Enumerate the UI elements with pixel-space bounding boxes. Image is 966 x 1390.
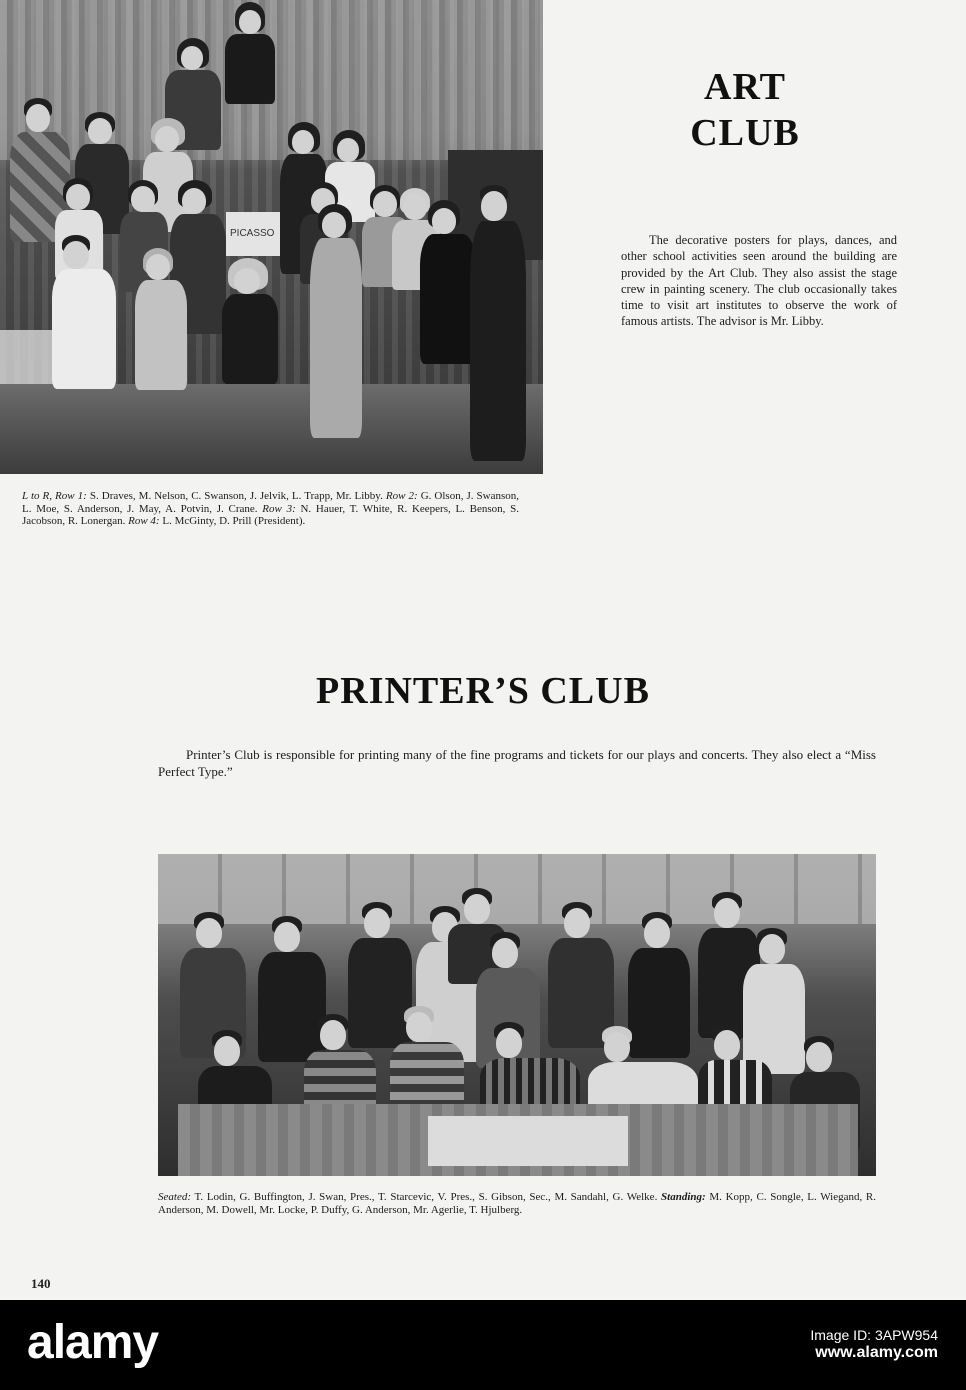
caption-row2-names: G. Olson, J. Swanson, L. Moe, S. Anderson, J. May, A. Potvin, J. Crane. xyxy=(22,490,520,515)
page-number: 140 xyxy=(31,1276,51,1291)
image-id: Image ID: 3APW954 xyxy=(810,1327,938,1343)
caption-row4-names: L. McGinty, D. Prill (President). xyxy=(162,515,306,528)
site-url: www.alamy.com xyxy=(815,1344,938,1361)
shop-wall xyxy=(158,854,876,924)
art-club-caption xyxy=(22,490,519,528)
picasso-sign xyxy=(226,212,288,256)
caption-standing-names: M. Kopp, C. Songle, L. Wiegand, R. Anderson, M. Dowell, Mr. Locke, P. Duffy, G. Anderson, Mr. Agerlie, T. Hjulberg. xyxy=(158,1191,877,1216)
printers-club-photo xyxy=(158,854,876,1176)
art-club-title xyxy=(640,64,850,156)
art-club-description: The decorative posters for plays, dances, and other school activities seen around the building are provided by the Art Club. They also assist the stage crew in painting scenery. The club occasionally takes time to visit art institutes to observe the work of famous artists. The advisor is Mr. Libby. xyxy=(621,233,897,329)
caption-row3-label: Row 3: xyxy=(262,502,296,515)
picasso-sign-text: PICASSO xyxy=(230,228,275,239)
caption-row2-label: Row 2: xyxy=(385,490,418,502)
caption-row1-names: S. Draves, M. Nelson, C. Swanson, J. Jelvik, L. Trapp, Mr. Libby. xyxy=(89,490,383,502)
alamy-logo: alamy xyxy=(27,1316,159,1369)
caption-seated-label: Seated: xyxy=(158,1191,191,1203)
art-club-photo xyxy=(0,0,543,474)
printers-club-caption xyxy=(158,1191,876,1217)
caption-standing-label: Standing: xyxy=(661,1191,706,1203)
caption-row4-label: Row 4: xyxy=(128,515,160,528)
caption-seated-names: T. Lodin, G. Buffington, J. Swan, Pres., T. Starcevic, V. Pres., S. Gibson, Sec., M. Sandahl, G. Welke. xyxy=(194,1191,658,1203)
footer-info xyxy=(810,1326,938,1362)
art-club-title-line1: ART xyxy=(704,66,786,108)
caption-row3-names: N. Hauer, T. White, R. Keepers, L. Benson, S. Jacobson, R. Lonergan. xyxy=(22,502,519,528)
stock-footer xyxy=(0,1300,966,1390)
printers-club-title: PRINTER’S CLUB xyxy=(316,670,650,712)
printers-club-description: Printer’s Club is responsible for printing many of the fine programs and tickets for our plays and concerts. They also elect a “Miss Perfect Type.” xyxy=(158,747,876,779)
art-club-title-line2: CLUB xyxy=(690,112,800,154)
floor xyxy=(0,384,543,474)
caption-row1-label: L to R, Row 1: xyxy=(22,490,87,502)
printed-sheet xyxy=(428,1116,628,1166)
